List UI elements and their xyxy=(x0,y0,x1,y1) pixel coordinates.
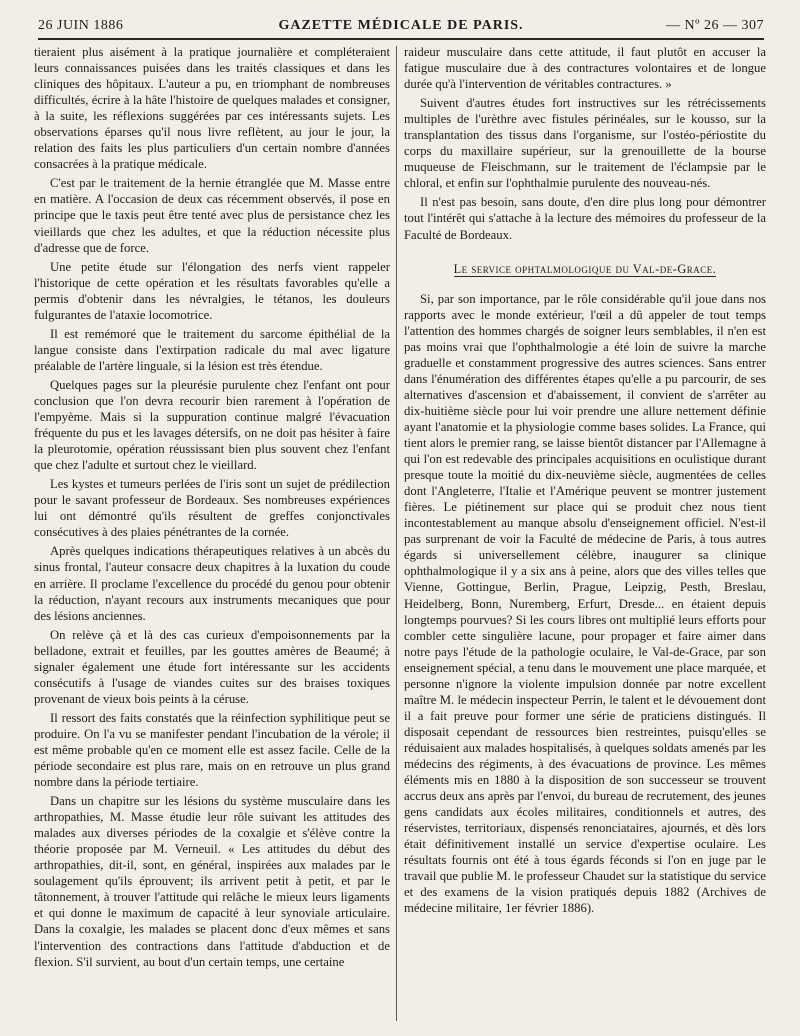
page-header xyxy=(38,16,764,40)
paragraph: Après quelques indications thérapeutiques relatives à un abcès du sinus frontal, l'auteur consacre deux chapitres à la luxation du coude en arrière. Il proclame l'excellence du procédé du genou pour obtenir la réduction, n'ayant recours aux instruments mecaniques que pour des lésions anciennes. xyxy=(34,544,390,623)
paragraph: raideur musculaire dans cette attitude, il faut plutôt en accuser la fatigue musculaire due à des contractures volontaires et de longue durée qu'à l'intervention de véritables contractures. » xyxy=(404,45,766,92)
paragraph: Il est remémoré que le traitement du sarcome épithélial de la langue consiste dans l'extirpation radicale du mal avec ligature préalable de l'artère linguale, si la lésion est très étendue. xyxy=(34,326,390,373)
column-divider xyxy=(396,46,397,1021)
paragraph: Dans un chapitre sur les lésions du système musculaire dans les arthropathies, M. Masse étudie leur rôle suivant les attitudes des malades aux diverses périodes de la coxalgie et s'élève contre la théorie proposée par M. Verneuil. « Les attitudes du début des arthropathies, dit-il, sont, en général, inspirées aux malades par le soulagement qu'ils éprouvent; ils arrivent petit à petit, et par le tâtonnement, à trouver l'attitude qui relâche le mieux leurs ligaments et qui donne le maximum de capacité à leur synoviale articulaire. Dans la coxalgie, les malades se placent donc d'eux mêmes et sans l'intervention des contractions dans l'attitude d'abduction et de flexion. S'il survient, au bout d'un certain temps, une certaine xyxy=(34,794,390,969)
paragraph: Si, par son importance, par le rôle considérable qu'il joue dans nos rapports avec le monde extérieur, l'œil a dû appeler de tout temps l'attention des hommes chargés de soigner leurs semblables, il n'en est pas moins vrai que l'ophthalmologie a été loin de suivre la marche graduelle et constamment progressive des autres sciences. Sans entrer dans l'énumération des différentes étapes qu'elle a pu parcourir, de ses alternatives d'ascension et d'abaissement, il convient de s'arrêter au dix-huitième siècle pour lui voir prendre une allure nettement définie ayant l'anatomie et la physiologie comme bases solides. La France, qui tient alors le premier rang, se laisse bientôt distancer par l'Allemagne à qui l'on est redevable des principales acquisitions en oculistique durant presque toute la moitié du dix-neuvième siècle, augmentées de celles dont l'Angleterre, l'Italie et l'Amérique peuvent se montrer justement fières. Le piétinement sur place qui se produit chez nous tient incontestablement au manque absolu d'enseignement officiel. N'est-il pas surprenant de voir la Faculté de médecine de Paris, à tous autres égards si universellement célèbre, inaugurer sa clinique ophthalmologique il y a six ans à peine, alors que des villes telles que Vienne, Gottingue, Berlin, Prague, Leipzig, Pesth, Breslau, Heidelberg, Bonn, Nuremberg, Erfurt, Dresde... en étaient depuis longtemps pourvues? Si les cours libres ont multiplié leurs efforts pour combler cette singulière lacune, pour propager et faire aimer dans notre pays l'étude de la pathologie oculaire, le Val-de-Grace, par son enseignement spécial, a tenu dans le mouvement une place marquée, et personne n'ignore la violente impulsion donnée par notre excellent maître M. le médecin inspecteur Perrin, le talent et le dévouement dont il a fait preuve pour former une série de praticiens distingués. Il disposait cependant de ressources bien restreintes, puisqu'elles se réduisaient aux malades hospitalisés, à quelques soldats amenés par les médecins des régiments, à des évacuations de province. Les mêmes éléments mis en 1880 à la disposition de son successeur se trouvent accrus deux ans après par l'envoi, du bureau de recrutement, des jeunes gens candidats aux écoles militaires, conditionnels et autres, des réservistes, territoriaux, dispensés renonciataires, ajournés, et dès lors était définitivement installé un service d'expertise oculaire. Les résultats fournis ont été à tous égards féconds si l'on en juge par le travail que publie M. le professeur Chaudet sur la statistique du service et des examens de la vision pratiqués depuis 1882 (Archives de médecine militaire, 1er février 1886). xyxy=(404,291,766,916)
text-columns xyxy=(34,44,768,1024)
left-column xyxy=(34,44,390,1024)
journal-title: GAZETTE MÉDICALE DE PARIS. xyxy=(278,18,524,33)
section-heading xyxy=(404,261,766,277)
paragraph: tieraient plus aisément à la pratique journalière et compléteraient leurs connaissances puisées dans les traités classiques et dans les cliniques des hôpitaux. L'auteur a pu, en triomphant de nombreuses difficultés, écrire à la hâte l'histoire de quelques malades et consigner, à la suite, les réflexions suggérées par ces intéressants sujets. Les observations éparses qu'il nous livre reflètent, au jour le jour, la relation des faits les plus particuliers d'un certain nombre d'années consacrées à la pratique médicale. xyxy=(34,45,390,172)
paragraph: Il n'est pas besoin, sans doute, d'en dire plus long pour démontrer tout l'intérêt qui s'attache à la lecture des mémoires du professeur de la Faculté de Bordeaux. xyxy=(404,195,766,242)
paragraph: Suivent d'autres études fort instructives sur les rétrécissements multiples de l'urèthre avec fistules périnéales, sur le kousso, sur la transplantation des tissus dans l'organisme, sur l'ostéo-périostite du corps du maxillaire supérieur, sur la grenouillette de la bourse muqueuse de Fleischmann, sur le traitement de l'éclampsie par le chloral, et enfin sur l'ophthalmie purulente des nouveau-nés. xyxy=(404,96,766,191)
right-column xyxy=(404,44,766,1024)
paragraph: Une petite étude sur l'élongation des nerfs vient rappeler l'historique de cette opération et les résultats favorables qu'elle a permis d'obtenir dans les névralgies, le tétanos, les douleurs fulgurantes de l'ataxie locomotrice. xyxy=(34,259,390,322)
paragraph: Il ressort des faits constatés que la réinfection syphilitique peut se produire. On l'a vu se manifester pendant l'incubation de la vérole; il est même probable qu'en ce moment elle est assez facile. Celle de la période secondaire est plus rare, mais on en retrouve un plus grand nombre dans la période tertiaire. xyxy=(34,710,390,790)
paragraph: C'est par le traitement de la hernie étranglée que M. Masse entre en matière. A l'occasion de deux cas récemment observés, il pose en principe que le taxis peut être tenté avec plus de persistance chez les vieillards que chez les adultes, et que la réduction nécessite plus d'adresse que de force. xyxy=(34,176,390,255)
paragraph: On relève çà et là des cas curieux d'empoisonnements par la belladone, extrait et feuilles, par les gouttes amères de Beaumé; à signaler également une étude fort intéressante sur les accidents consécutifs à l'usage de viandes cuites sur des braises toxiques provenant de vieux bois peints à la céruse. xyxy=(34,627,390,706)
issue-date: 26 JUIN 1886 xyxy=(38,18,124,33)
paragraph: Quelques pages sur la pleurésie purulente chez l'enfant ont pour conclusion que l'on devra recourir bien rarement à l'opération de l'empyème. Mais si la suppuration continue malgré l'évacuation fréquente du pus et les lavages détersifs, on ne doit pas hésiter à faire la pleurotomie, opération réussissant bien plus souvent chez l'enfant que chez l'adulte et surtout chez le vieillard. xyxy=(34,377,390,473)
section-heading-text: Le service ophtalmologique du Val-de-Grace. xyxy=(453,261,717,276)
issue-page-number: — Nº 26 — 307 xyxy=(666,18,764,33)
paragraph: Les kystes et tumeurs perlées de l'iris sont un sujet de prédilection pour le savant professeur de Bordeaux. Ses nombreuses expériences lui ont démontré qu'ils résultent de greffes conjonctivales consécutives à des plaies pénétrantes de la cornée. xyxy=(34,477,390,540)
